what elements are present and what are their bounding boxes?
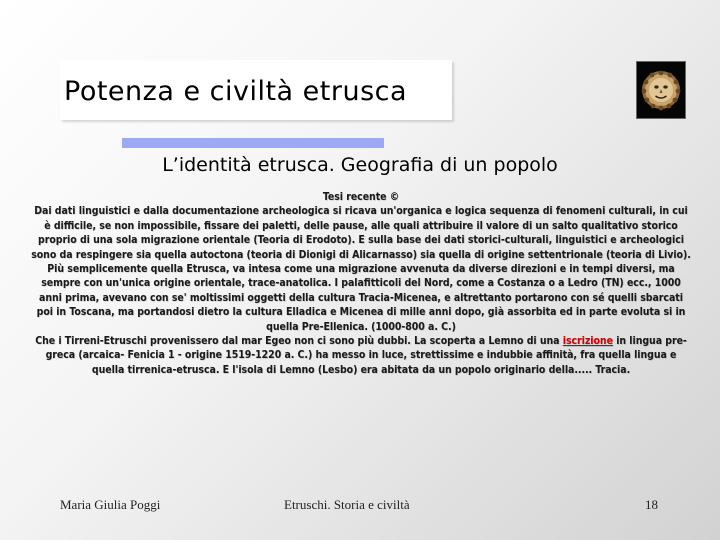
accent-bar (122, 138, 384, 148)
logo (636, 61, 686, 119)
body-paragraph-3-start: Che i Tirreni-Etruschi provenissero dal mar Egeo non ci sono più dubbi. La scoperta a Lemno di una (35, 335, 563, 348)
slide-body (30, 190, 692, 377)
body-paragraph-2: Più semplicemente quella Etrusca, va intesa come una migrazione avvenuta da diverse direzioni e in tempi diversi, ma sempre con un'unica origine orientale, trace-anatolica. I palafitticoli del Nord, come a Costanza o a Ledro (TN) ecc., 1000 anni prima, avevano con se' moltissimi oggetti della cultura Tracia-Micenea, e altrettanto portarono con sé quelli sbarcati poi in Toscana, ma portandosi dietro la cultura Elladica e Micenea di mille anni dopo, già assorbita ed in parte evoluta si in quella Pre-Ellenica. (1000-800 a. C.) (36, 263, 686, 333)
title-box (60, 60, 452, 120)
footer-course: Etruschi. Storia e civiltà (284, 497, 410, 512)
page-number: 18 (645, 497, 658, 512)
body-paragraph-1: Dai dati linguistici e dalla documentazione archeologica si ricava un'organica e logica sequenza di fenomeni culturali, in cui è difficile, se non impossibile, fissare dei paletti, delle pause, alle quali attribuire il valore di un salto qualitativo storico proprio di una sola migrazione orientale (Teoria di Erodoto). E sulla base dei dati storici-culturali, linguistici e archeologici sono da respingere sia quella autoctona (teoria di Dionigi di Alicarnasso) sia quella di origine settentrionale (teoria di Livio). (31, 205, 691, 261)
body-paragraph-3 (30, 334, 692, 377)
page-title: Potenza e civiltà etrusca (64, 76, 408, 107)
iscrizione-link[interactable]: iscrizione (562, 335, 613, 348)
slide-subtitle: L’identità etrusca. Geografia di un popolo (162, 154, 558, 176)
footer-author: Maria Giulia Poggi (60, 497, 161, 512)
body-heading: Tesi recente © (322, 191, 400, 203)
body-paragraph-3-end: in lingua pre-greca (arcaica- Fenicia 1 - origine 1519-1220 a. C.) ha messo in luce, strettissime e indubbie affinità, fra quella lingua e quella tirrenica-etrusca. E l'isola di Lemno (Lesbo) era abitata da un popolo originario della..... Tracia. (45, 335, 687, 376)
etruscan-gorgon-head-icon (637, 62, 685, 118)
